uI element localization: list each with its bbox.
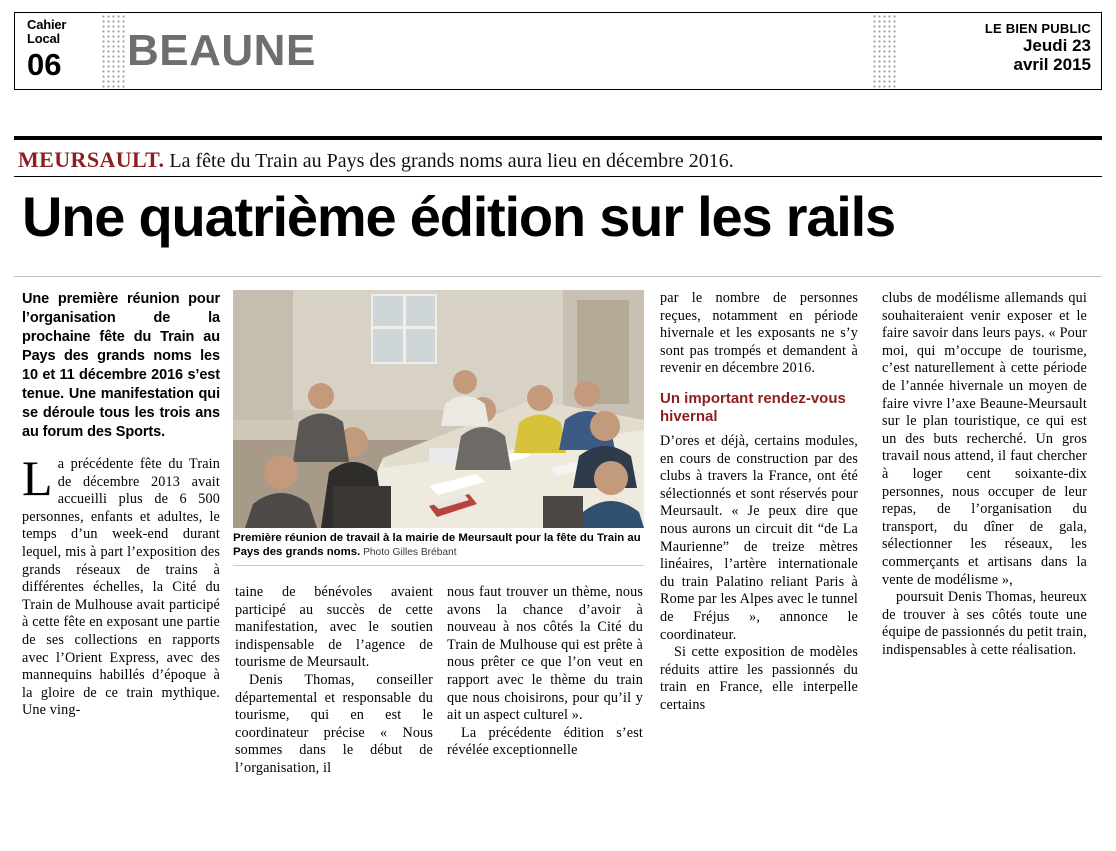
divider-thick-top xyxy=(14,136,1102,140)
article-paragraph xyxy=(882,290,1087,659)
article-column-3 xyxy=(447,584,643,760)
article-column-4 xyxy=(660,290,858,714)
article-paragraph-text: clubs de modélisme allemands qui souhaiteraient venir exposer et le faire savoir dans leurs pays. « Pour moi, qui m’occupe de tourisme, c’est naturellement à cette période de l’année hivernale un moyen de faire vivre l’axe Beaune-Meursault sur le plan touristique, ce qui est un des buts recherché. Un gros travail nous attend, il faut chercher à loger cent soixante-dix personnes, nous occuper de leur repas, de l’organisation du transport, du dîner de gala, sélectionner les réseaux, les commerçants et artisans dans la vente de modélisme », xyxy=(882,290,1087,588)
cahier-label-line1: Cahier xyxy=(27,17,67,32)
article-subheading: Un important rendez-vous hivernal xyxy=(660,389,846,425)
article-column-5 xyxy=(882,290,1087,659)
article-photo xyxy=(233,290,644,528)
article-paragraph xyxy=(447,584,643,760)
article-column-2 xyxy=(235,584,433,778)
article-paragraph xyxy=(660,433,858,715)
divider-under-caption xyxy=(233,565,644,566)
photo-caption-text: Première réunion de travail à la mairie de Meursault pour la fête du Train au Pays des grands noms. xyxy=(233,532,641,558)
article-paragraph-text: nous faut trouver un thème, nous avons la chance d’avoir à nouveau à nos côtés la Cité du Train de Mulhouse qui est prête à nous prêter ce que l’on veut en rapport avec le thème du train que nous choisirons, pour qu’il y ait un aspect culturel ». xyxy=(447,584,643,724)
paper-name: LE BIEN PUBLIC xyxy=(984,21,1091,36)
page-title: Une quatrième édition sur les rails xyxy=(22,185,895,248)
paper-info xyxy=(891,21,1091,74)
article-paragraph-text: par le nombre de personnes reçues, notamment en période hivernale et les exposants ne s’y sont pas trompés et demandent à revenir en décembre 2016. xyxy=(660,290,858,377)
standfirst-text: Une première réunion pour l’organisation de la prochaine fête du Train au Pays des grands noms les 10 et 11 décembre 2016 s’est tenue. Une manifestation qui se déroule tous les trois ans au forum des Sports. xyxy=(22,291,220,440)
photo-illustration-icon xyxy=(233,290,644,528)
article-paragraph-text: D’ores et déjà, certains modules, en cours de construction par des clubs à travers la France, ont été sélectionnés et sont réservés pour Meursault. « Je peux dire que nous aurons un circuit dit “de La Maurienne” de treize mètres linéaires, l’artère internationale du train Palatino reliant Paris à Rome par les Alpes avec le tunnel de Fréjus », annonce le coordinateur. xyxy=(660,432,858,643)
strap-location: MEURSAULT. xyxy=(18,147,165,172)
divider-under-headline xyxy=(14,276,1102,277)
article-paragraph xyxy=(235,584,433,778)
section-title: BEAUNE xyxy=(127,26,316,75)
masthead xyxy=(14,12,1102,90)
page-number: 06 xyxy=(27,47,62,82)
photo-block xyxy=(233,290,644,566)
article-paragraph-text: taine de bénévoles avaient participé au succès de cette manifestation, avec le soutien indispensable de l’agence de tourisme de Meursault. xyxy=(235,584,433,671)
article-paragraph-text: a précédente fête du Train de décembre 2013 avait accueilli plus de 6 500 personnes, enfants et adultes, le temps d’un week-end durant lequel, mis à part l’exposition des grands réseaux de trains à différentes échelles, la Cité du Train de Mulhouse avait participé à cette fête en exposant une partie de ses collections en rapports avec l’Orient Express, avec des mannequins habillés d’époque à la gloire de ce train mythique. Une ving- xyxy=(22,456,220,719)
cahier-label-line2: Local xyxy=(27,31,60,46)
drop-cap: L xyxy=(22,450,53,506)
photo-caption xyxy=(233,528,644,559)
dot-pattern-left-icon xyxy=(100,13,126,89)
photo-credit: Photo Gilles Brébant xyxy=(360,546,457,558)
paper-date-line1: Jeudi 23 xyxy=(1022,36,1091,55)
article-paragraph-text: Si cette exposition de modèles réduits attire les passionnés du train en France, elle interpelle certains xyxy=(660,644,858,713)
article-column-1 xyxy=(22,290,220,720)
strap-text: La fête du Train au Pays des grands noms aura lieu en décembre 2016. xyxy=(164,150,734,172)
article-paragraph-text: poursuit Denis Thomas, heureux de trouver à ses côtés toute une équipe de passionnés du petit train, indispensables à cette réalisation. xyxy=(882,589,1087,658)
article-paragraph-text: Denis Thomas, conseiller départemental et responsable du tourisme, qui en est le coordinateur précise « Nous sommes dans le début de l’organisation, il xyxy=(235,671,433,776)
section-title-wrap xyxy=(127,13,867,89)
strap-line xyxy=(18,148,1098,173)
article-paragraph xyxy=(22,450,220,720)
divider-thin-under-strap xyxy=(14,176,1102,177)
cahier-local-block xyxy=(15,13,99,89)
article-paragraph xyxy=(660,290,858,378)
article-paragraph-text: La précédente édition s’est révélée exceptionnelle xyxy=(447,724,643,759)
paper-date-line2: avril 2015 xyxy=(1013,55,1091,74)
